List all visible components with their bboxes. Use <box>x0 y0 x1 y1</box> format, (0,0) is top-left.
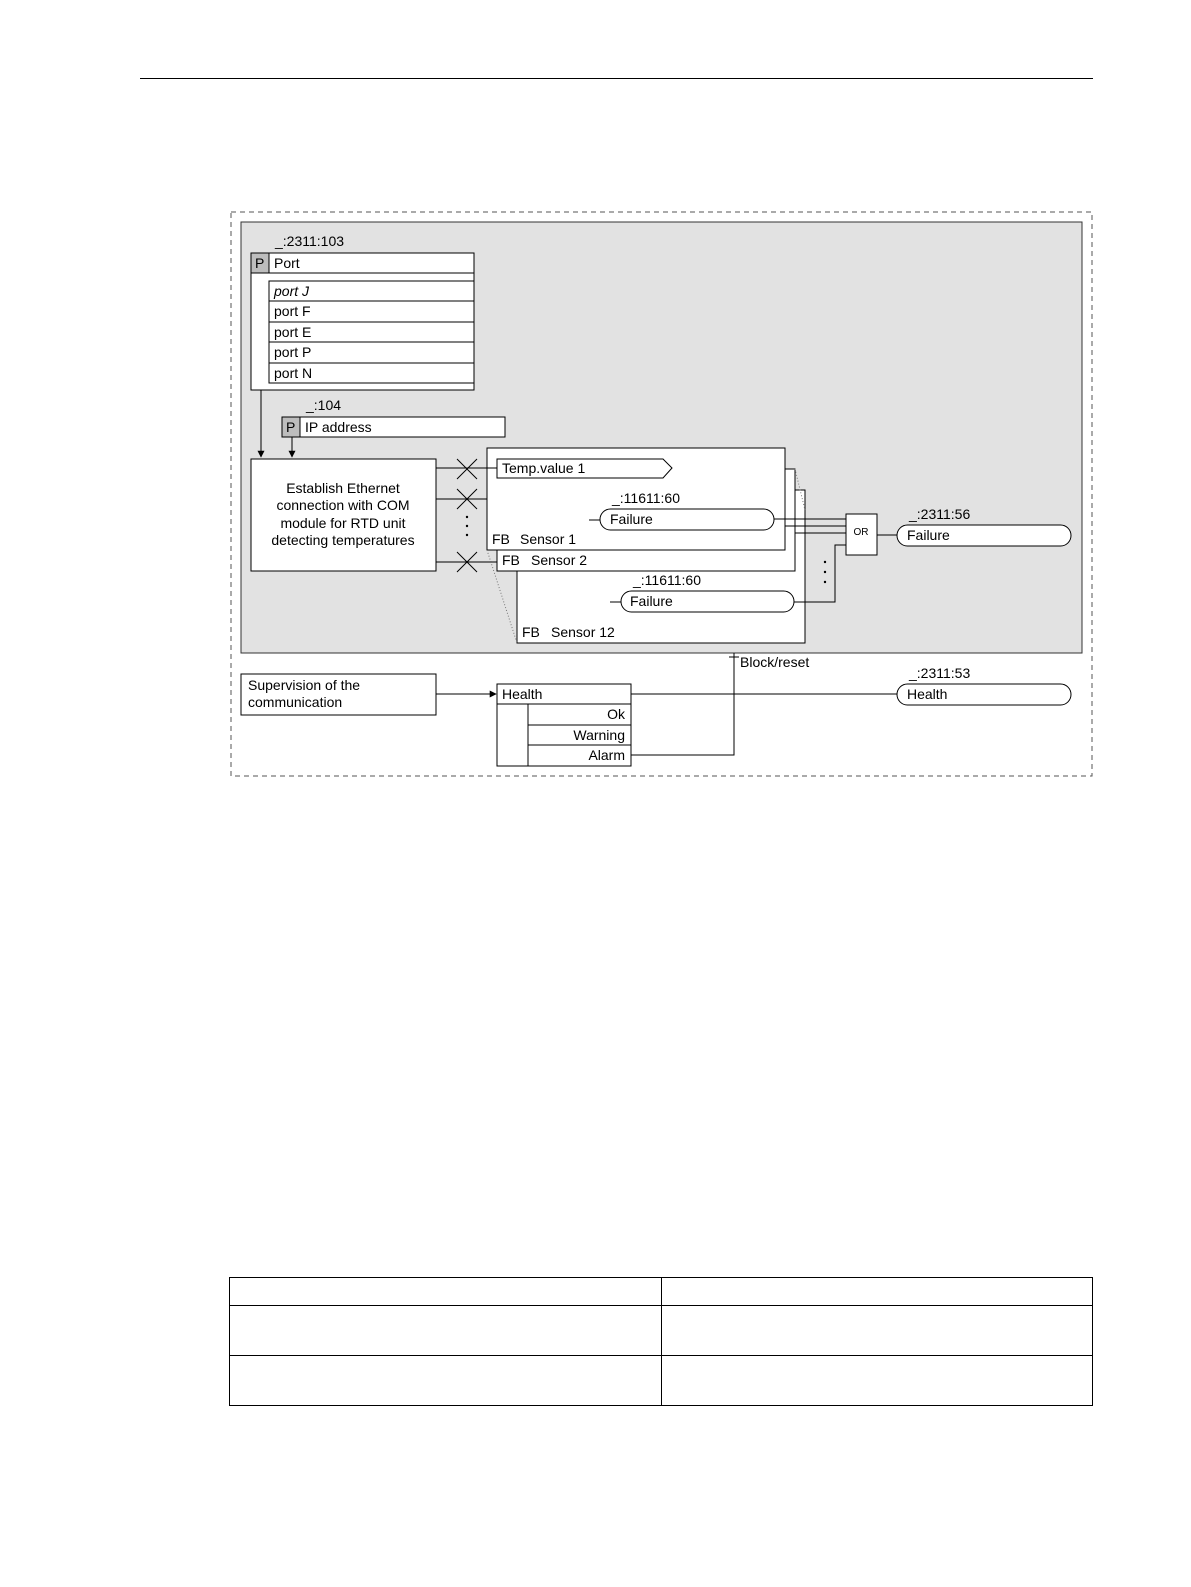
table-cell <box>662 1278 1093 1306</box>
table-row <box>230 1356 1093 1406</box>
port-option[interactable]: port N <box>274 365 313 381</box>
block-reset-label: Block/reset <box>740 654 810 670</box>
failure-output-address: _:2311:56 <box>909 506 971 522</box>
table-row <box>230 1306 1093 1356</box>
or-gate <box>846 514 877 555</box>
establish-connection-box <box>251 459 436 571</box>
svg-text:Supervision of the: Supervision of the <box>248 677 361 693</box>
sensor1-failure-address: _:11611:60 <box>612 490 680 506</box>
health-state-alarm: Alarm <box>588 747 625 763</box>
port-option[interactable]: port J <box>274 283 310 299</box>
svg-text:FB: FB <box>522 624 540 640</box>
info-table <box>229 1277 1093 1406</box>
block-reset-line <box>631 653 734 755</box>
health-state-warning: Warning <box>573 727 625 743</box>
table-cell <box>662 1356 1093 1406</box>
svg-text:connection with COM: connection with COM <box>276 497 410 513</box>
port-option[interactable]: port F <box>274 303 311 319</box>
svg-text:communication: communication <box>248 694 343 710</box>
svg-text:P: P <box>286 419 296 435</box>
svg-text:module for RTD unit: module for RTD unit <box>280 515 406 531</box>
table-cell <box>230 1278 662 1306</box>
table-cell <box>662 1306 1093 1356</box>
ip-address-number: _:104 <box>306 397 342 413</box>
sensor-1-block <box>487 448 785 550</box>
table-cell <box>230 1306 662 1356</box>
sensor1-name: Sensor 1 <box>520 531 577 547</box>
port-param-label: Port <box>274 255 300 271</box>
health-output <box>897 665 1071 705</box>
port-options <box>269 281 474 383</box>
port-parameter <box>251 233 474 390</box>
health-output-address: _:2311:53 <box>909 665 971 681</box>
health-title: Health <box>502 686 543 702</box>
svg-text:FB: FB <box>492 531 510 547</box>
ip-param-label: IP address <box>305 419 372 435</box>
svg-text:Failure: Failure <box>630 593 673 609</box>
svg-text:Health: Health <box>907 686 948 702</box>
supervision-box <box>241 674 436 715</box>
health-block <box>497 684 631 766</box>
sensor12-name: Sensor 12 <box>551 624 615 640</box>
svg-text:detecting temperatures: detecting temperatures <box>271 532 415 548</box>
sensor12-failure-address: _:11611:60 <box>633 572 701 588</box>
svg-text:Temp.value 1: Temp.value 1 <box>502 460 586 476</box>
svg-text:Failure: Failure <box>610 511 653 527</box>
port-address: _:2311:103 <box>275 233 345 249</box>
table-cell <box>230 1356 662 1406</box>
table-row <box>230 1278 1093 1306</box>
svg-text:P: P <box>255 255 265 271</box>
port-option[interactable]: port E <box>274 324 312 340</box>
sensor2-name: Sensor 2 <box>531 552 588 568</box>
health-state-ok: Ok <box>607 706 625 722</box>
svg-text:Failure: Failure <box>907 527 950 543</box>
svg-text:Establish Ethernet: Establish Ethernet <box>286 480 400 496</box>
port-option[interactable]: port P <box>274 344 312 360</box>
svg-text:OR: OR <box>853 527 869 538</box>
svg-text:FB: FB <box>502 552 520 568</box>
